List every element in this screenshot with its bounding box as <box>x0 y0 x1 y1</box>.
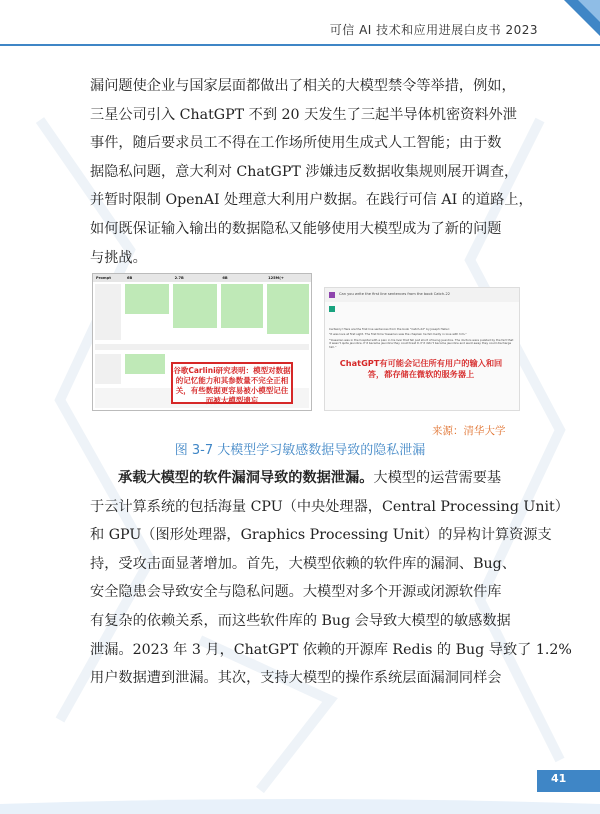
memorization-table-image <box>92 273 312 411</box>
carlini-callout: 谷歌Carlini研究表明：模型对数据的记忆能力和其参数量不完全正相关，有些数据更容易被小模型记住而被大模型遗忘 <box>171 362 293 404</box>
chatgpt-avatar <box>329 306 335 312</box>
chat-answer-line: "It was love at first sight. The first time Yossarian saw the chaplain he fell madly in love with him." <box>329 332 467 337</box>
footer-decoration <box>0 794 600 814</box>
paragraph-2 <box>90 464 572 693</box>
table-header-row <box>93 274 311 282</box>
table-highlight-cell <box>267 284 309 334</box>
paragraph-line: 和 GPU（图形处理器，Graphics Processing Unit）的异构计算资源支 <box>90 527 552 544</box>
paragraph-line: 事件，随后要求员工不得在工作场所使用生成式人工智能；由于数 <box>90 135 502 152</box>
table-highlight-cell <box>125 354 165 374</box>
table-comment-row <box>95 344 309 350</box>
paragraph-line: 于云计算系统的包括海量 CPU（中央处理器，Central Processing Unit） <box>90 498 569 515</box>
table-prompt-cell <box>95 354 121 384</box>
table-header: 2.7B <box>174 276 184 280</box>
user-avatar <box>329 292 335 298</box>
paragraph-lead: 承载大模型的软件漏洞导致的数据泄漏。 <box>118 470 374 486</box>
chat-answer-line: Certainly! Here are the first line sentences from the book "Catch-22" by Joseph Heller: <box>329 327 450 331</box>
chatgpt-callout: ChatGPT有可能会记住所有用户的输入和回答，都存储在微软的服务器上 <box>339 358 503 379</box>
page-header <box>0 0 600 50</box>
chatgpt-conversation-image <box>324 287 520 411</box>
paragraph-line: 如何既保证输入输出的数据隐私又能够使用大模型成为了新的问题 <box>90 220 502 237</box>
table-highlight-cell <box>125 284 169 314</box>
paragraph-line: 漏问题使企业与国家层面都做出了相关的大模型禁令等举措，例如， <box>90 78 516 94</box>
paragraph-line: 据隐私问题，意大利对 ChatGPT 涉嫌违反数据收集规则展开调查， <box>90 163 519 180</box>
table-header: 125M(+ <box>268 276 284 280</box>
paragraph-line: 安全隐患会导致安全与隐私问题。大模型对多个开源或闭源软件库 <box>90 584 502 601</box>
chat-question: Can you write the first line sentences from the book Catch-22 <box>339 292 451 297</box>
header-corner-decoration <box>554 0 600 46</box>
paragraph-line: 泄漏。2023 年 3 月，ChatGPT 依赖的开源库 Redis 的 Bug 导致了 1.2% <box>90 641 572 658</box>
page-number-tab <box>537 770 600 792</box>
paragraph-line-rest: 大模型的运营需要基 <box>373 470 502 486</box>
paragraph-1 <box>90 72 533 272</box>
table-header: Prompt <box>96 276 111 280</box>
chat-answer <box>329 306 515 349</box>
chat-question-row <box>325 288 519 302</box>
table-highlight-cell <box>173 284 217 328</box>
figure-caption: 图 3-7 大模型学习敏感数据导致的隐私泄漏 <box>174 443 426 458</box>
header-rule <box>0 44 600 46</box>
table-highlight-cell <box>221 284 263 328</box>
paragraph-line: 有复杂的依赖关系，而这些软件库的 Bug 会导致大模型的敏感数据 <box>90 612 511 629</box>
table-prompt-cell <box>95 284 121 340</box>
table-header: 6B <box>126 276 133 280</box>
paragraph-line: 持，受攻击面显著增加。首先，大模型依赖的软件库的漏洞、Bug、 <box>90 555 516 572</box>
paragraph-line: 用户数据遭到泄漏。其次，支持大模型的操作系统层面漏洞同样会 <box>90 670 502 687</box>
paragraph-line: 与挑战。 <box>90 249 147 266</box>
paragraph-line: 并暂时限制 OpenAI 处理意大利用户数据。在践行可信 AI 的道路上， <box>90 192 533 209</box>
header-title: 可信 AI 技术和应用进展白皮书 2023 <box>329 23 538 37</box>
paragraph-line <box>90 464 512 493</box>
figure-source: 来源：清华大学 <box>432 425 506 437</box>
figure-3-7 <box>92 273 516 409</box>
table-header: 6B <box>222 276 228 280</box>
paragraph-line: 三星公司引入 ChatGPT 不到 20 天发生了三起半导体机密资料外泄 <box>90 106 517 123</box>
chat-answer-line: "Yossarian was in the hospital with a pain in his liver that fell just short of being jaundice. The doctors were puzzled by the fact that it wasn't quite jaundice. If it became jaundice they could treat it. If it didn't become jaundice and went away they could discharge him." <box>329 337 514 349</box>
page-number: 41 <box>551 772 567 785</box>
